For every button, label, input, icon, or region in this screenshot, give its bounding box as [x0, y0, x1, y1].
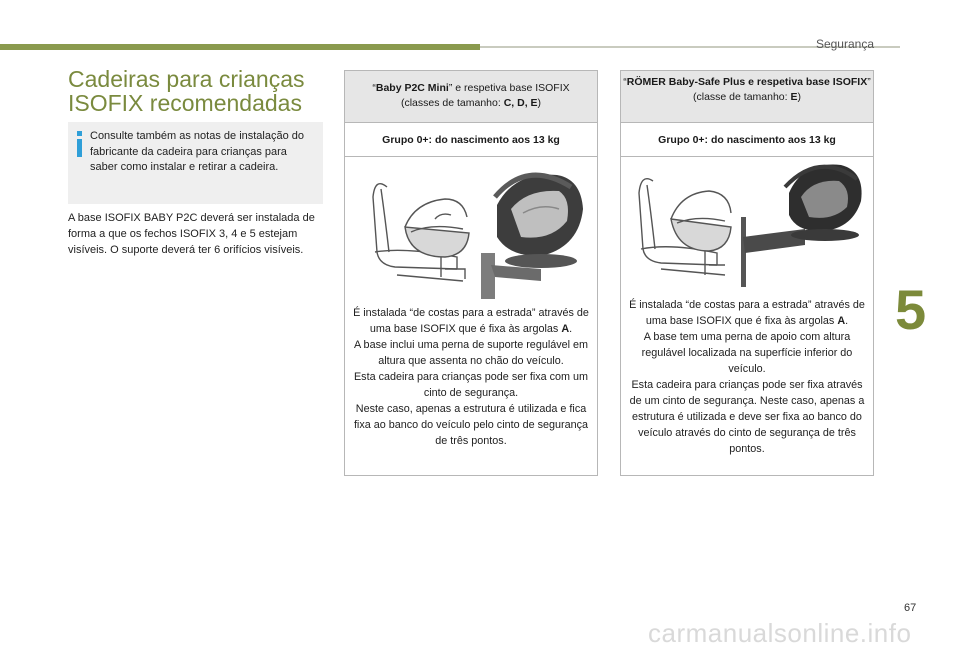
page-title: [68, 67, 305, 115]
intro-paragraph: A base ISOFIX BABY P2C deverá ser instalada de forma a que os fechos ISOFIX 3, 4 e 5 estejam visíveis. O suporte deverá ter 6 orifícios visíveis.: [68, 212, 315, 256]
seat-group: Grupo 0+: do nascimento aos 13 kg: [345, 123, 597, 157]
seat-group: Grupo 0+: do nascimento aos 13 kg: [621, 123, 873, 157]
seat-name: Baby P2C Mini: [375, 82, 449, 94]
seat-class-value: E: [790, 91, 798, 103]
info-icon: [76, 131, 83, 161]
child-seat-illustration: [621, 157, 873, 297]
seat-illustration: [345, 157, 597, 305]
seat-desc-2: A base tem uma perna de apoio com altura regulável localizada na superfície inferior do veículo.: [641, 331, 853, 375]
seat-class-prefix: (classes de tamanho:: [400, 97, 504, 109]
seat-name: RÖMER Baby-Safe Plus e respetiva base ISOFIX: [626, 76, 868, 88]
seat-desc-anchor: A: [561, 323, 570, 335]
chapter-number: 5: [895, 278, 927, 341]
seat-card-romer-baby-safe: [620, 70, 874, 476]
seat-illustration: [621, 157, 873, 297]
seat-desc-anchor: A: [837, 315, 846, 327]
seat-desc-2: A base inclui uma perna de suporte regulável em altura que assenta no chão do veículo.: [353, 339, 589, 367]
seat-desc-3: Esta cadeira para crianças pode ser fixa com um cinto de segurança.: [353, 371, 589, 399]
page-title-line1: Cadeiras para crianças: [68, 66, 305, 92]
page-title-line2: ISOFIX recomendadas: [68, 90, 302, 116]
info-note: [68, 122, 323, 204]
seat-name-suffix: e respetiva base ISOFIX: [452, 82, 570, 94]
seat-card-header: “Baby P2C Mini” e respetiva base ISOFIX (classes de tamanho: C, D, E): [345, 71, 597, 123]
seat-class-suffix: ): [537, 97, 542, 109]
seat-desc-1: É instalada “de costas para a estrada” através de uma base ISOFIX que é fixa às argolas: [629, 299, 865, 327]
seat-desc-4: Neste caso, apenas a estrutura é utilizada e fica fixa ao banco do veículo pelo cinto de segurança de três pontos.: [353, 403, 589, 447]
seat-card-header: “RÖMER Baby-Safe Plus e respetiva base ISOFIX” (classe de tamanho: E): [621, 71, 873, 123]
info-note-text: Consulte também as notas de instalação do fabricante da cadeira para crianças para saber como instalar e retirar a cadeira.: [90, 130, 305, 173]
seat-desc-1: É instalada “de costas para a estrada” através de uma base ISOFIX que é fixa às argolas: [353, 307, 589, 335]
seat-card-baby-p2c: [344, 70, 598, 476]
header-rule: [0, 44, 480, 50]
seat-class-suffix: ): [797, 91, 801, 103]
seat-description: É instalada “de costas para a estrada” através de uma base ISOFIX que é fixa às argolas A. A base tem uma perna de apoio com altura regulável localizada na superfície inferior do veículo. Esta cadeira para crianças pode ser fixa através de um cinto de segurança. Neste caso, apenas a estrutura é utilizada e deve ser fixa ao banco do veículo através do cinto de segurança de três pontos.: [621, 297, 873, 457]
seat-class-value: C, D, E: [503, 97, 538, 109]
page-number: 67: [904, 602, 917, 614]
seat-class-prefix: (classe de tamanho:: [693, 91, 791, 103]
watermark: carmanualsonline.info: [648, 618, 912, 648]
section-title: Segurança: [815, 37, 874, 51]
seat-description: É instalada “de costas para a estrada” através de uma base ISOFIX que é fixa às argolas A. A base inclui uma perna de suporte regulável em altura que assenta no chão do veículo. Esta cadeira para crianças pode ser fixa com um cinto de segurança. Neste caso, apenas a estrutura é utilizada e fica fixa ao banco do veículo pelo cinto de segurança de três pontos.: [345, 305, 597, 449]
child-seat-illustration: [345, 157, 597, 305]
seat-desc-3: Esta cadeira para crianças pode ser fixa através de um cinto de segurança. Neste caso, apenas a estrutura é utilizada e deve ser fixa ao banco do veículo através do cinto de segurança de três pontos.: [629, 379, 865, 455]
